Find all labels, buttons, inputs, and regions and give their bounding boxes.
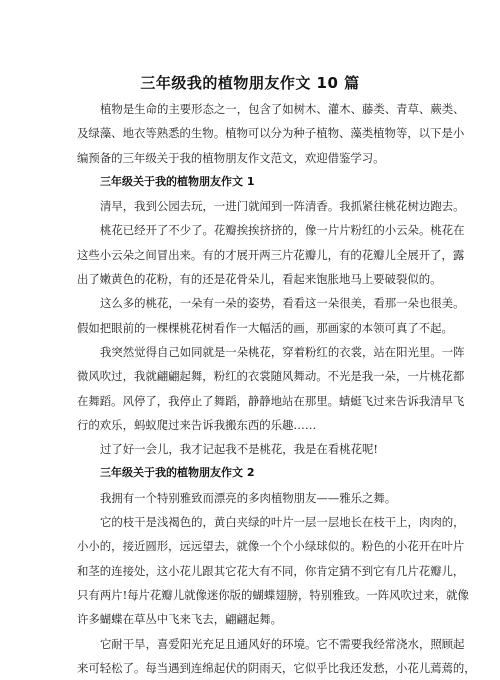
paragraph-line: 和茎的连接处，这小花儿跟其它花大有不同，你肯定猜不到它有几片花瓣儿， bbox=[77, 563, 465, 578]
paragraph-line: 这么多的桃花，一朵有一朵的姿势，看看这一朵很美，看那一朵也很美。 bbox=[100, 296, 465, 311]
paragraph-line: 假如把眼前的一棵棵桃花树看作一大幅活的画，那画家的本领可真了不起。 bbox=[77, 320, 453, 335]
document-body bbox=[77, 97, 476, 680]
paragraph-line: 过了好一会儿，我才记起我不是桃花，我是在看桃花呢! bbox=[100, 442, 378, 457]
paragraph-line: 及绿藻、地衣等熟悉的生物。植物可以分为种子植物、藻类植物等，以下是小 bbox=[77, 126, 465, 141]
paragraph-line: 微风吹过，我就翩翩起舞，粉红的衣裳随风舞动。不光是我一朵，一片桃花都 bbox=[77, 369, 465, 384]
paragraph-line: 我突然觉得自己如同就是一朵桃花，穿着粉红的衣裳，站在阳光里。一阵 bbox=[100, 344, 465, 359]
paragraph-line: 行的欢乐，蚂蚁爬过来告诉我搬东西的乐趣…… bbox=[77, 417, 317, 432]
paragraph-line: 清早，我到公园去玩，一进门就闻到一阵清香。我抓紧往桃花树边跑去。 bbox=[100, 199, 465, 214]
paragraph-line: 编预备的三年级关于我的植物朋友作文范文，欢迎借鉴学习。 bbox=[77, 150, 385, 165]
document-title: 三年级我的植物朋友作文 10 篇 bbox=[140, 74, 360, 92]
paragraph-line: 出了嫩黄色的花粉，有的还是花骨朵儿，看起来饱胀地马上要破裂似的。 bbox=[77, 272, 442, 287]
paragraph-line: 只有两片!每片花瓣儿就像迷你版的蝴蝶翅膀，特别雅致。一阵风吹过来，就像 bbox=[77, 587, 469, 602]
paragraph-line: 这些小云朵之间冒出来。有的才展开两三片花瓣儿，有的花瓣儿全展开了，露 bbox=[77, 247, 465, 262]
paragraph-line: 桃花已经开了不少了。花瓣挨挨挤挤的，像一片片粉红的小云朵。桃花在 bbox=[100, 223, 465, 238]
paragraph-line: 它的枝干是浅褐色的，黄白夹绿的叶片一层一层地长在枝干上，肉肉的， bbox=[100, 515, 465, 530]
paragraph-line: 它耐干旱，喜爱阳光充足且通风好的环境。它不需要我经常浇水，照顾起 bbox=[100, 636, 465, 651]
paragraph-line: 许多蝴蝶在草丛中飞来飞去，翩翩起舞。 bbox=[77, 612, 283, 627]
paragraph-line: 来可轻松了。每当遇到连绵起伏的阴雨天，它似乎比我还发愁，小花儿蔫蔫的， bbox=[77, 660, 476, 675]
paragraph-line: 植物是生命的主要形态之一，包含了如树木、灌木、藤类、青草、蕨类、 bbox=[100, 102, 465, 116]
paragraph-line: 小小的，接近圆形，远远望去，就像一个个小绿球似的。粉色的小花开在叶片 bbox=[77, 539, 465, 554]
paragraph-line: 在舞蹈。风停了，我停止了舞蹈，静静地站在那里。蜻蜓飞过来告诉我清早飞 bbox=[77, 393, 465, 408]
section-heading: 三年级关于我的植物朋友作文 2 bbox=[100, 466, 255, 480]
paragraph-line: 我拥有一个特别雅致而漂亮的多肉植物朋友——雅乐之舞。 bbox=[100, 490, 397, 505]
section-heading: 三年级关于我的植物朋友作文 1 bbox=[100, 174, 255, 188]
